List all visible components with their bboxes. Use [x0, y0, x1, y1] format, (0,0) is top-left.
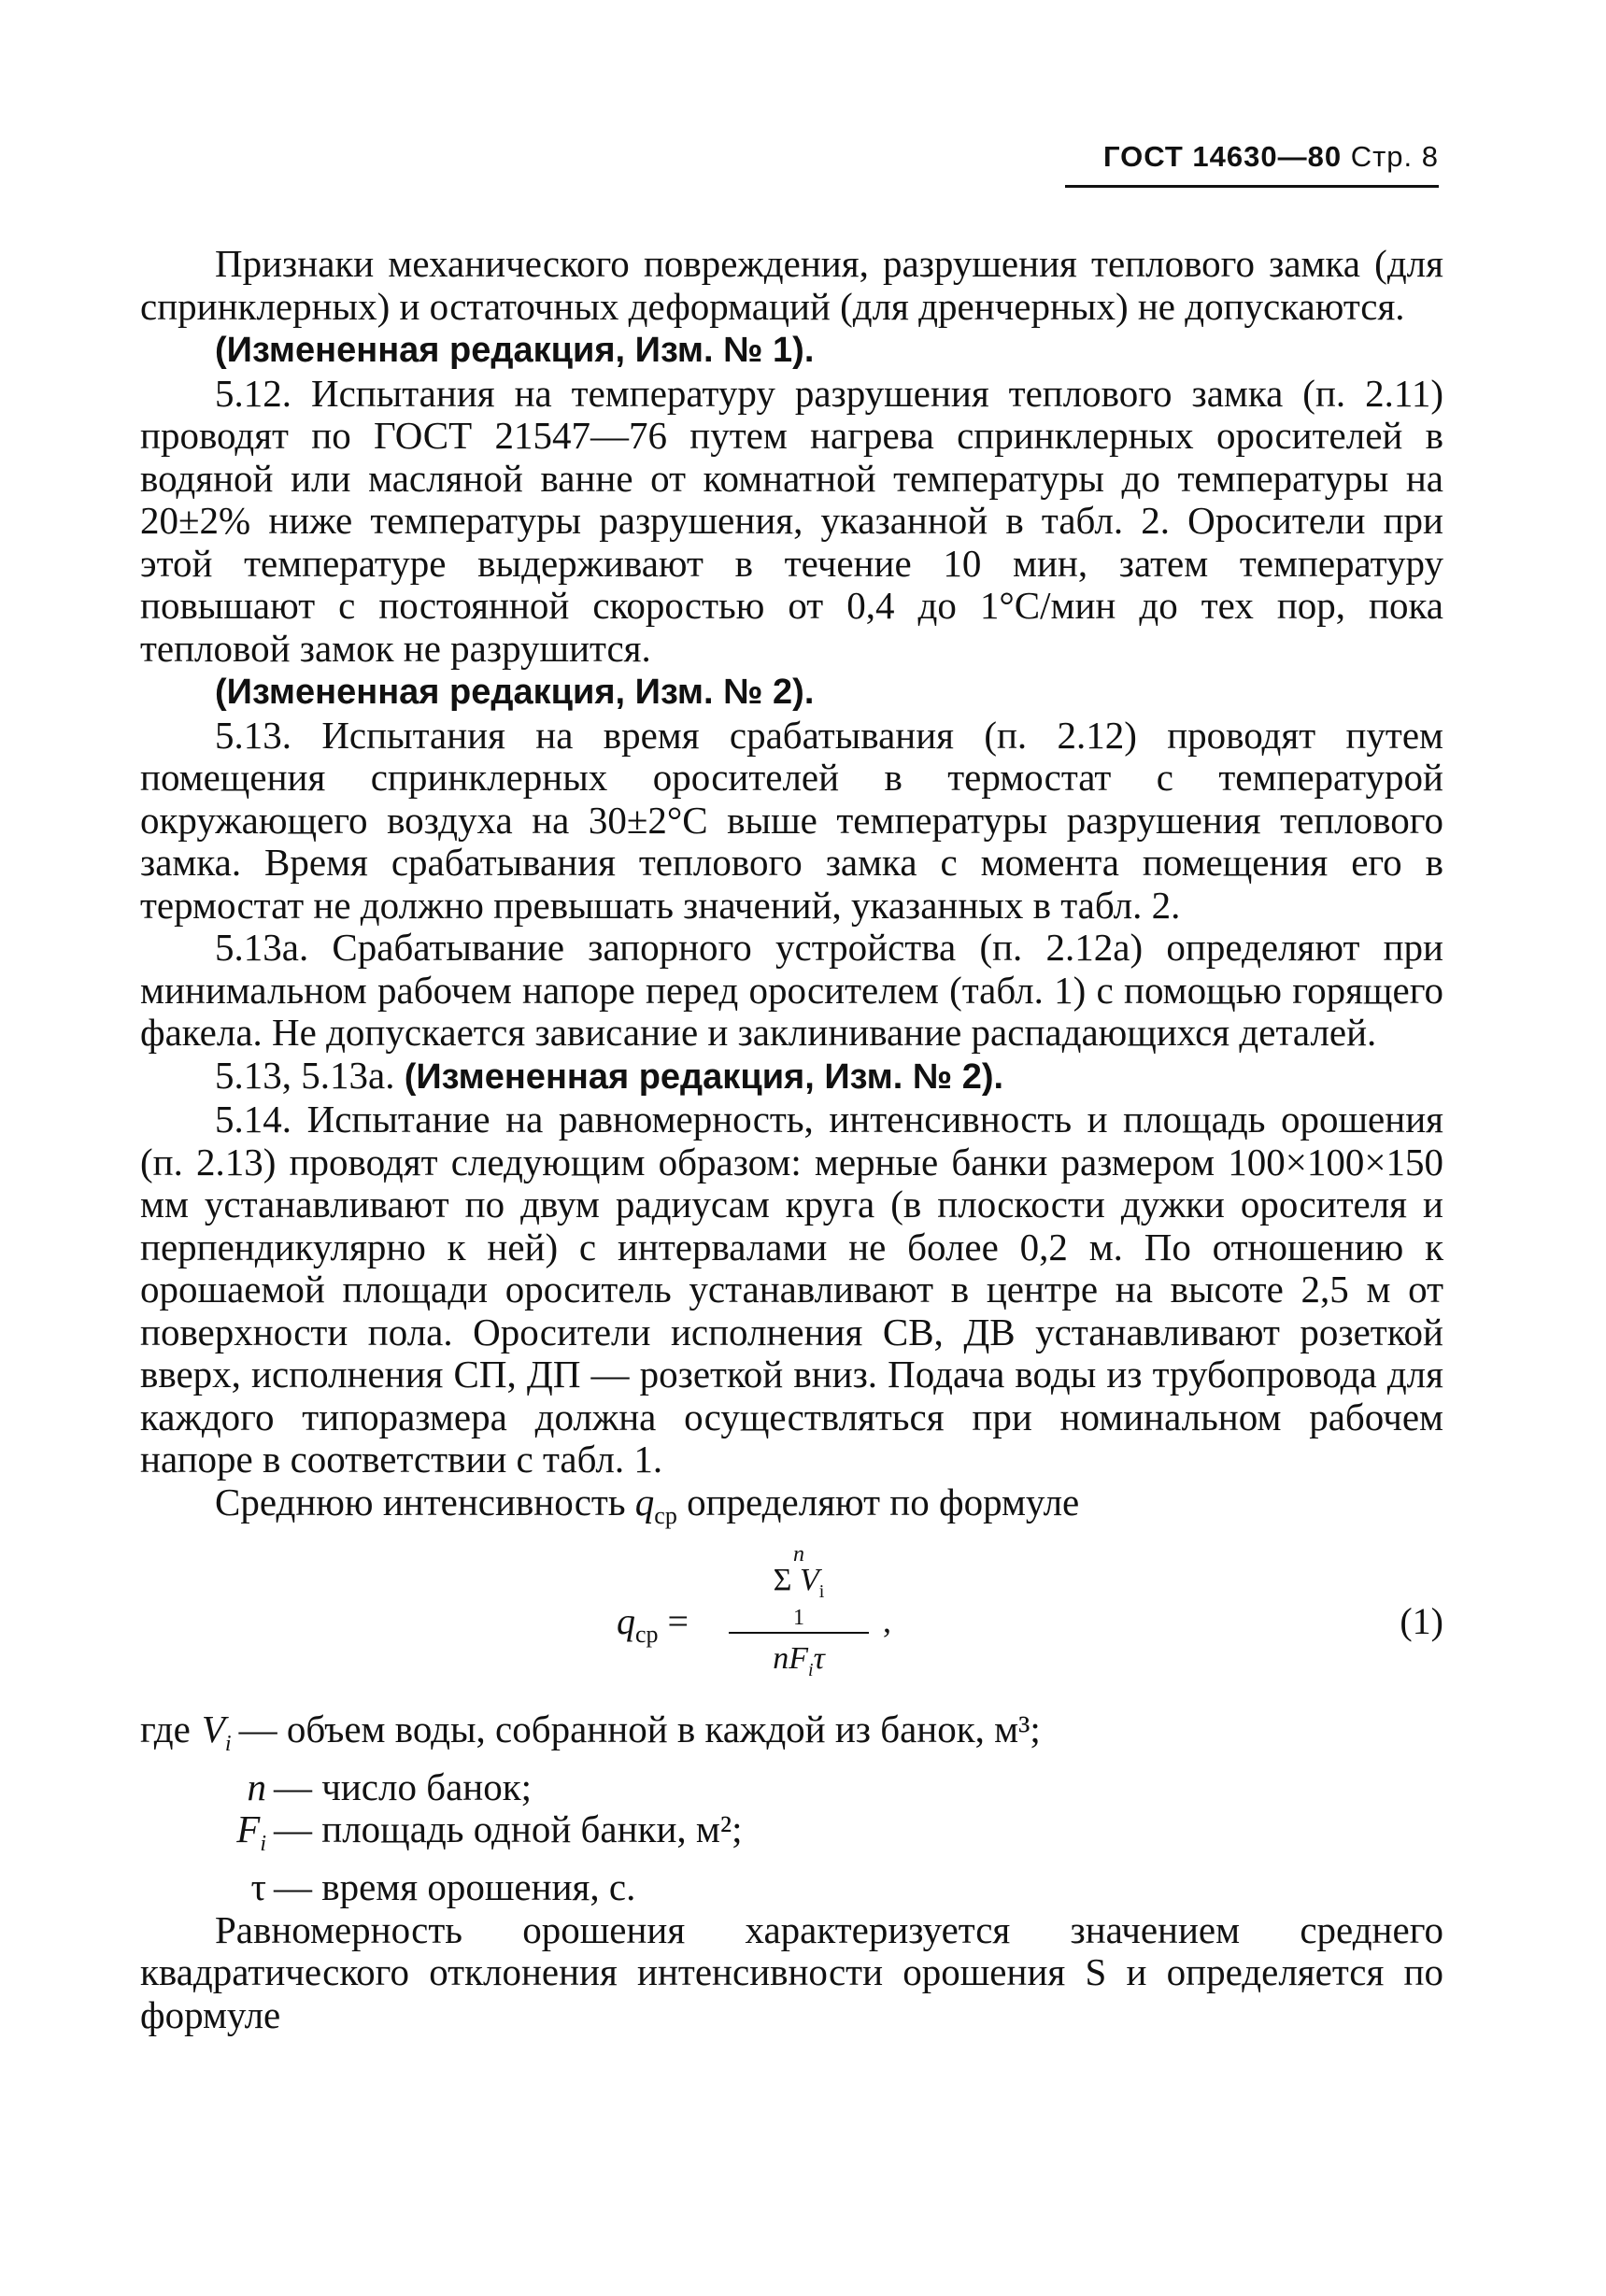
edit-note-1: (Измененная редакция, Изм. № 1).	[215, 331, 815, 370]
formula-denominator: $nF_i\tau$	[773, 1640, 825, 1680]
page-number: Стр. 8	[1350, 140, 1439, 173]
legend-item: где $V_i$ — объем воды, собранной в каждой из банок, м³;	[140, 1708, 1041, 1757]
paragraph-damage-signs: Признаки механического повреждения, разрушения теплового замка (для спринклерных) и остаточных деформаций (для дренчерных) не допускаются.	[140, 242, 1443, 328]
formula-number: (1)	[1400, 1600, 1443, 1643]
formula-1	[140, 1544, 1443, 1703]
page-header	[1028, 140, 1439, 174]
formula-numerator: n Σ $V_i$ 1	[773, 1542, 825, 1630]
document-body	[140, 243, 1443, 2036]
formula-comma: ,	[883, 1602, 891, 1640]
legend-item: $F_i$ — площадь одной банки, м²;	[236, 1807, 743, 1857]
formula-legend	[140, 1708, 1443, 1908]
edit-note-2: (Измененная редакция, Изм. № 2).	[215, 673, 815, 712]
formula-fraction	[729, 1544, 869, 1692]
header-rule	[1065, 185, 1439, 188]
paragraph-mean-intensity: Среднюю интенсивность $q_{ср}$ определяют по формуле	[215, 1480, 1080, 1529]
formula-lhs: $q_{ср}$ =	[617, 1600, 689, 1649]
edit-note-3: 5.13, 5.13а. (Измененная редакция, Изм. № 2).	[215, 1053, 1004, 1097]
paragraph-5-13a: 5.13а. Срабатывание запорного устройства (п. 2.12а) определяют при минимальном рабочем напоре перед оросителем (табл. 1) с помощью горящего факела. Не допускается зависание и заклинивание распадающихся деталей.	[140, 926, 1443, 1054]
legend-item: n — число банок;	[247, 1765, 533, 1808]
legend-item: τ — время орошения, с.	[250, 1865, 636, 1909]
paragraph-5-13: 5.13. Испытания на время срабатывания (п. 2.12) проводят путем помещения спринклерных оросителей в термостат с температурой окружающего воздуха на 30±2°С выше температуры разрушения теплового замка. Время срабатывания теплового замка с момента помещения его в термостат не должно превышать значений, указанных в табл. 2.	[140, 713, 1443, 927]
paragraph-uniformity: Равномерность орошения характеризуется значением среднего квадратического отклонения интенсивности орошения S и определяется по формуле	[140, 1907, 1443, 2036]
standard-number: ГОСТ 14630—80	[1102, 140, 1343, 173]
paragraph-5-12: 5.12. Испытания на температуру разрушения теплового замка (п. 2.11) проводят по ГОСТ 21547—76 путем нагрева спринклерных оросителей в водяной или масляной ванне от комнатной температуры до температуры на 20±2% ниже температуры разрушения, указанной в табл. 2. Оросители при этой температуре выдерживают в течение 10 мин, затем температуру повышают с постоянной скоростью от 0,4 до 1°С/мин до тех пор, пока тепловой замок не разрушится.	[140, 371, 1443, 670]
fraction-bar	[729, 1632, 869, 1634]
paragraph-5-14: 5.14. Испытание на равномерность, интенсивность и площадь орошения (п. 2.13) проводят следующим образом: мерные банки размером 100×100×150 мм устанавливают по двум радиусам круга (в плоскости дужки оросителя и перпендикулярно к ней) с интервалами не более 0,2 м. По отношению к орошаемой площади ороситель устанавливают в центре на высоте 2,5 м от поверхности пола. Оросители исполнения СВ, ДВ устанавливают розеткой вверх, исполнения СП, ДП — розеткой вниз. Подача воды из трубопровода для каждого типоразмера должна осуществляться при номинальном рабочем напоре в соответствии с табл. 1.	[140, 1098, 1443, 1481]
